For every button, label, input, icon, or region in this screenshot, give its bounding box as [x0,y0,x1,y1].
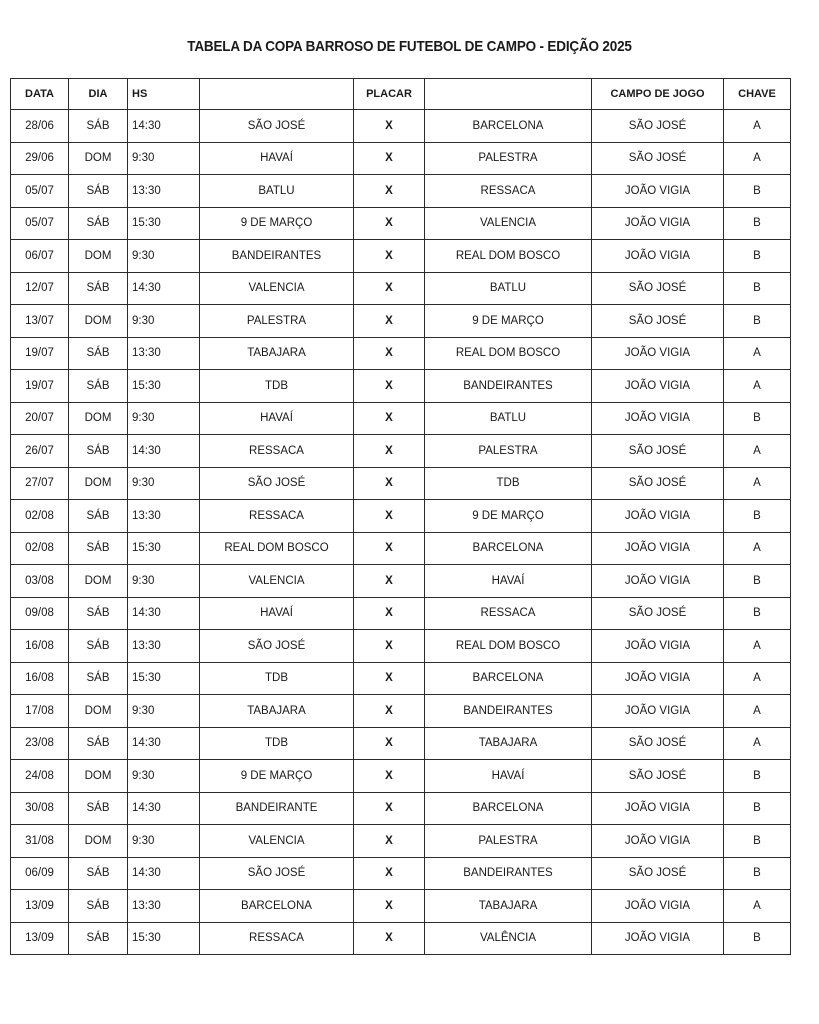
cell-away-team: BATLU [425,272,592,305]
cell-away-team: 9 DE MARÇO [425,305,592,338]
cell-time: 9:30 [128,565,200,598]
cell-field: SÃO JOSÉ [592,305,724,338]
cell-date: 17/08 [11,695,69,728]
cell-away-team: VALENCIA [425,207,592,240]
cell-date: 06/09 [11,857,69,890]
cell-time: 9:30 [128,402,200,435]
cell-date: 02/08 [11,500,69,533]
cell-day: DOM [69,240,128,273]
cell-time: 14:30 [128,110,200,143]
cell-time: 9:30 [128,142,200,175]
cell-field: JOÃO VIGIA [592,500,724,533]
cell-time: 14:30 [128,272,200,305]
cell-home-team: TABAJARA [200,695,354,728]
cell-day: SÁB [69,500,128,533]
cell-away-team: BARCELONA [425,792,592,825]
cell-day: DOM [69,142,128,175]
cell-field: JOÃO VIGIA [592,532,724,565]
cell-score: X [354,370,425,403]
cell-away-team: HAVAÍ [425,760,592,793]
cell-home-team: SÃO JOSÉ [200,467,354,500]
cell-home-team: BATLU [200,175,354,208]
cell-home-team: HAVAÍ [200,402,354,435]
cell-time: 14:30 [128,597,200,630]
cell-time: 14:30 [128,792,200,825]
cell-field: SÃO JOSÉ [592,467,724,500]
cell-date: 12/07 [11,272,69,305]
cell-date: 02/08 [11,532,69,565]
cell-time: 14:30 [128,857,200,890]
cell-group: A [724,695,791,728]
cell-home-team: RESSACA [200,435,354,468]
cell-away-team: REAL DOM BOSCO [425,337,592,370]
cell-group: B [724,305,791,338]
cell-day: SÁB [69,370,128,403]
table-row [11,142,791,175]
cell-field: JOÃO VIGIA [592,890,724,923]
cell-score: X [354,207,425,240]
cell-day: SÁB [69,337,128,370]
cell-date: 05/07 [11,207,69,240]
cell-date: 19/07 [11,370,69,403]
cell-group: A [724,532,791,565]
cell-time: 14:30 [128,727,200,760]
cell-date: 16/08 [11,630,69,663]
table-row [11,175,791,208]
cell-day: SÁB [69,272,128,305]
cell-day: DOM [69,825,128,858]
cell-time: 9:30 [128,305,200,338]
cell-away-team: BARCELONA [425,532,592,565]
table-row [11,890,791,923]
table-row [11,305,791,338]
cell-score: X [354,467,425,500]
cell-time: 15:30 [128,922,200,955]
cell-away-team: RESSACA [425,597,592,630]
cell-day: DOM [69,305,128,338]
cell-time: 9:30 [128,240,200,273]
cell-field: JOÃO VIGIA [592,207,724,240]
cell-day: SÁB [69,597,128,630]
cell-home-team: VALENCIA [200,825,354,858]
cell-field: SÃO JOSÉ [592,435,724,468]
cell-day: DOM [69,565,128,598]
cell-field: JOÃO VIGIA [592,370,724,403]
cell-score: X [354,110,425,143]
cell-group: B [724,272,791,305]
cell-time: 13:30 [128,337,200,370]
header-campo: CAMPO DE JOGO [592,79,724,110]
cell-home-team: TDB [200,370,354,403]
cell-score: X [354,597,425,630]
cell-group: B [724,857,791,890]
cell-date: 09/08 [11,597,69,630]
cell-date: 13/07 [11,305,69,338]
cell-score: X [354,402,425,435]
cell-home-team: HAVAÍ [200,597,354,630]
cell-field: JOÃO VIGIA [592,240,724,273]
cell-score: X [354,825,425,858]
table-row [11,500,791,533]
table-row [11,662,791,695]
cell-score: X [354,435,425,468]
cell-score: X [354,337,425,370]
cell-time: 9:30 [128,695,200,728]
cell-home-team: 9 DE MARÇO [200,760,354,793]
cell-field: JOÃO VIGIA [592,402,724,435]
cell-group: B [724,565,791,598]
cell-group: B [724,240,791,273]
cell-away-team: REAL DOM BOSCO [425,240,592,273]
cell-home-team: BANDEIRANTE [200,792,354,825]
cell-home-team: 9 DE MARÇO [200,207,354,240]
cell-group: B [724,792,791,825]
cell-home-team: SÃO JOSÉ [200,110,354,143]
cell-field: JOÃO VIGIA [592,175,724,208]
cell-score: X [354,792,425,825]
table-row [11,272,791,305]
table-row [11,370,791,403]
cell-away-team: HAVAÍ [425,565,592,598]
cell-group: A [724,630,791,663]
cell-date: 31/08 [11,825,69,858]
cell-time: 9:30 [128,467,200,500]
cell-field: SÃO JOSÉ [592,272,724,305]
cell-field: JOÃO VIGIA [592,792,724,825]
cell-away-team: BANDEIRANTES [425,695,592,728]
cell-day: SÁB [69,857,128,890]
table-row [11,435,791,468]
cell-group: A [724,467,791,500]
cell-group: B [724,597,791,630]
cell-home-team: SÃO JOSÉ [200,857,354,890]
cell-time: 15:30 [128,207,200,240]
cell-group: A [724,110,791,143]
cell-score: X [354,760,425,793]
cell-date: 05/07 [11,175,69,208]
header-home-team [200,79,354,110]
cell-away-team: TABAJARA [425,890,592,923]
cell-date: 24/08 [11,760,69,793]
cell-day: DOM [69,402,128,435]
header-away-team [425,79,592,110]
cell-home-team: RESSACA [200,500,354,533]
cell-away-team: PALESTRA [425,825,592,858]
cell-time: 14:30 [128,435,200,468]
cell-time: 15:30 [128,662,200,695]
cell-score: X [354,857,425,890]
table-row [11,727,791,760]
table-row [11,337,791,370]
cell-date: 23/08 [11,727,69,760]
cell-date: 28/06 [11,110,69,143]
table-row [11,467,791,500]
cell-day: SÁB [69,662,128,695]
table-header [11,79,791,110]
cell-group: B [724,922,791,955]
cell-score: X [354,727,425,760]
cell-score: X [354,890,425,923]
cell-home-team: TDB [200,662,354,695]
cell-date: 19/07 [11,337,69,370]
cell-date: 20/07 [11,402,69,435]
cell-group: A [724,142,791,175]
cell-score: X [354,175,425,208]
cell-date: 16/08 [11,662,69,695]
cell-away-team: BANDEIRANTES [425,857,592,890]
cell-time: 9:30 [128,760,200,793]
cell-group: A [724,370,791,403]
cell-field: JOÃO VIGIA [592,630,724,663]
cell-score: X [354,142,425,175]
cell-day: SÁB [69,727,128,760]
cell-day: SÁB [69,890,128,923]
cell-group: B [724,175,791,208]
cell-field: JOÃO VIGIA [592,662,724,695]
cell-score: X [354,272,425,305]
cell-field: JOÃO VIGIA [592,825,724,858]
cell-away-team: VALÊNCIA [425,922,592,955]
cell-group: A [724,435,791,468]
cell-field: SÃO JOSÉ [592,110,724,143]
cell-date: 29/06 [11,142,69,175]
header-dia: DIA [69,79,128,110]
cell-away-team: BARCELONA [425,662,592,695]
header-hs: HS [128,79,200,110]
cell-field: SÃO JOSÉ [592,142,724,175]
cell-score: X [354,532,425,565]
cell-home-team: HAVAÍ [200,142,354,175]
cell-day: SÁB [69,792,128,825]
table-row [11,402,791,435]
cell-group: A [724,727,791,760]
cell-date: 13/09 [11,922,69,955]
cell-day: SÁB [69,922,128,955]
cell-home-team: REAL DOM BOSCO [200,532,354,565]
schedule-table-container [10,78,790,955]
cell-away-team: RESSACA [425,175,592,208]
cell-field: SÃO JOSÉ [592,760,724,793]
cell-score: X [354,240,425,273]
cell-group: A [724,890,791,923]
cell-day: SÁB [69,532,128,565]
cell-field: SÃO JOSÉ [592,857,724,890]
cell-home-team: TDB [200,727,354,760]
cell-date: 13/09 [11,890,69,923]
cell-group: A [724,337,791,370]
table-row [11,922,791,955]
cell-field: JOÃO VIGIA [592,337,724,370]
cell-time: 13:30 [128,500,200,533]
cell-away-team: BANDEIRANTES [425,370,592,403]
table-row [11,207,791,240]
cell-home-team: VALENCIA [200,565,354,598]
cell-home-team: PALESTRA [200,305,354,338]
cell-group: B [724,402,791,435]
table-row [11,760,791,793]
cell-score: X [354,630,425,663]
cell-away-team: REAL DOM BOSCO [425,630,592,663]
cell-day: SÁB [69,630,128,663]
cell-score: X [354,662,425,695]
cell-group: A [724,662,791,695]
table-row [11,825,791,858]
table-row [11,857,791,890]
table-row [11,630,791,663]
table-body [11,110,791,955]
table-row [11,532,791,565]
cell-away-team: TABAJARA [425,727,592,760]
cell-field: JOÃO VIGIA [592,922,724,955]
cell-away-team: 9 DE MARÇO [425,500,592,533]
cell-score: X [354,305,425,338]
cell-home-team: SÃO JOSÉ [200,630,354,663]
header-row [11,79,791,110]
page-title: TABELA DA COPA BARROSO DE FUTEBOL DE CAMPO - EDIÇÃO 2025 [187,38,632,55]
table-row [11,597,791,630]
cell-date: 06/07 [11,240,69,273]
cell-day: SÁB [69,207,128,240]
cell-field: SÃO JOSÉ [592,727,724,760]
cell-day: SÁB [69,110,128,143]
cell-time: 13:30 [128,630,200,663]
header-placar: PLACAR [354,79,425,110]
cell-score: X [354,500,425,533]
schedule-table [10,78,791,955]
cell-group: B [724,760,791,793]
cell-home-team: VALENCIA [200,272,354,305]
cell-day: DOM [69,695,128,728]
cell-home-team: BANDEIRANTES [200,240,354,273]
cell-score: X [354,695,425,728]
cell-day: SÁB [69,175,128,208]
cell-field: SÃO JOSÉ [592,597,724,630]
cell-home-team: BARCELONA [200,890,354,923]
table-row [11,695,791,728]
cell-date: 26/07 [11,435,69,468]
table-row [11,792,791,825]
cell-date: 30/08 [11,792,69,825]
cell-date: 03/08 [11,565,69,598]
cell-score: X [354,922,425,955]
cell-day: DOM [69,467,128,500]
header-chave: CHAVE [724,79,791,110]
cell-time: 13:30 [128,890,200,923]
cell-day: DOM [69,760,128,793]
cell-home-team: RESSACA [200,922,354,955]
cell-home-team: TABAJARA [200,337,354,370]
cell-away-team: PALESTRA [425,435,592,468]
cell-away-team: TDB [425,467,592,500]
cell-time: 15:30 [128,532,200,565]
cell-away-team: PALESTRA [425,142,592,175]
cell-field: JOÃO VIGIA [592,695,724,728]
cell-time: 9:30 [128,825,200,858]
cell-date: 27/07 [11,467,69,500]
cell-day: SÁB [69,435,128,468]
header-data: DATA [11,79,69,110]
cell-time: 15:30 [128,370,200,403]
table-row [11,240,791,273]
table-row [11,110,791,143]
table-row [11,565,791,598]
cell-group: B [724,500,791,533]
cell-score: X [354,565,425,598]
cell-time: 13:30 [128,175,200,208]
cell-away-team: BARCELONA [425,110,592,143]
cell-away-team: BATLU [425,402,592,435]
cell-group: B [724,207,791,240]
cell-group: B [724,825,791,858]
cell-field: JOÃO VIGIA [592,565,724,598]
